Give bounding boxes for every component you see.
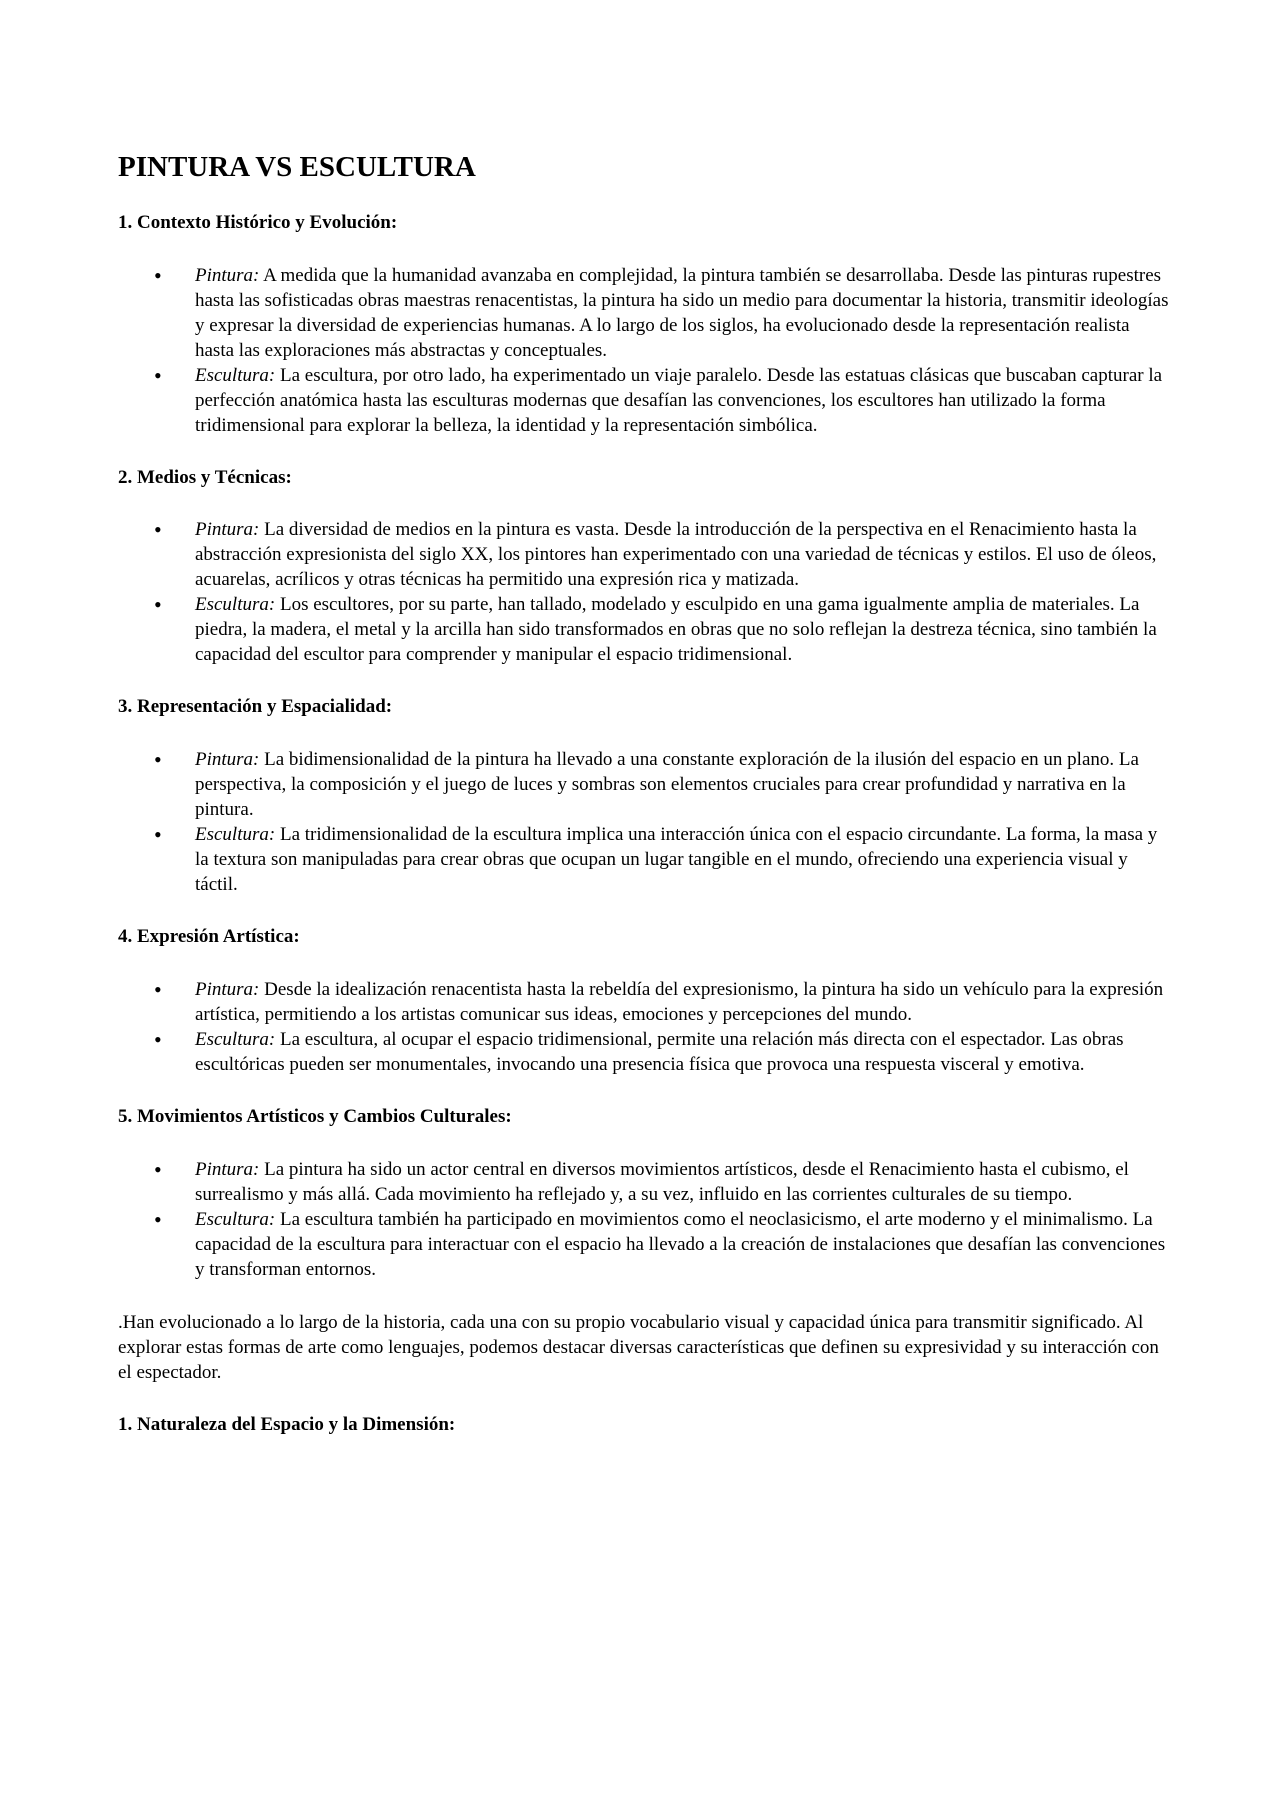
- list-item-sculpture: [118, 363, 1173, 438]
- item-term: Pintura:: [195, 519, 260, 541]
- section-list-media-techniques: [118, 517, 1173, 667]
- item-text: La tridimensionalidad de la escultura implica una interacción única con el espacio circundante. La forma, la masa y la textura son manipuladas para crear obras que ocupan un lugar tangible en el mundo, ofreciendo una experiencia visual y táctil.: [195, 824, 1158, 896]
- item-text: Los escultores, por su parte, han tallado, modelado y esculpido en una gama igualmente amplia de materiales. La piedra, la madera, el metal y la arcilla han sido transformados en obras que no solo reflejan la destreza técnica, sino también la capacidad del escultor para comprender y manipular el espacio tridimensional.: [195, 594, 1157, 666]
- list-item-sculpture: [118, 1207, 1173, 1282]
- item-text: La bidimensionalidad de la pintura ha llevado a una constante exploración de la ilusión del espacio en un plano. La perspectiva, la composición y el juego de luces y sombras son elementos cruciales para crear profundidad y narrativa en la pintura.: [195, 749, 1139, 821]
- list-item-sculpture: [118, 1027, 1173, 1077]
- list-item-painting: [118, 977, 1173, 1027]
- item-term: Pintura:: [195, 978, 260, 1000]
- item-text: La escultura, por otro lado, ha experimentado un viaje paralelo. Desde las estatuas clásicas que buscaban capturar la perfección anatómica hasta las esculturas modernas que desafían las convenciones, los escultores han utilizado la forma tridimensional para explorar la belleza, la identidad y la representación simbólica.: [195, 364, 1163, 436]
- section-list-historical-context: [118, 263, 1173, 438]
- section-heading-space-dimension: 1. Naturaleza del Espacio y la Dimensión:: [118, 1413, 456, 1435]
- item-term: Pintura:: [195, 749, 260, 771]
- item-term: Pintura:: [195, 1158, 260, 1180]
- list-item-painting: [118, 517, 1173, 592]
- list-item-sculpture: [118, 822, 1173, 897]
- item-text: La diversidad de medios en la pintura es vasta. Desde la introducción de la perspectiva en el Renacimiento hasta la abstracción expresionista del siglo XX, los pintores han experimentado con una variedad de técnicas y estilos. El uso de óleos, acuarelas, acrílicos y otras técnicas ha permitido una expresión rica y matizada.: [195, 519, 1157, 591]
- item-term: Escultura:: [195, 364, 276, 386]
- item-text: La escultura, al ocupar el espacio tridimensional, permite una relación más directa con el espectador. Las obras escultóricas pueden ser monumentales, invocando una presencia física que provoca una respuesta visceral y emotiva.: [195, 1028, 1124, 1075]
- item-text: A medida que la humanidad avanzaba en complejidad, la pintura también se desarrollaba. Desde las pinturas rupestres hasta las sofisticadas obras maestras renacentistas, la pintura ha sido un medio para documentar la historia, transmitir ideologías y expresar la diversidad de experiencias humanas. A lo largo de los siglos, ha evolucionado desde la representación realista hasta las exploraciones más abstractas y conceptuales.: [195, 264, 1169, 361]
- closing-paragraph: .Han evolucionado a lo largo de la historia, cada una con su propio vocabulario visual y capacidad única para transmitir significado. Al explorar estas formas de arte como lenguajes, podemos destacar diversas características que definen su expresividad y su interacción con el espectador.: [118, 1311, 1159, 1383]
- document-title: PINTURA VS ESCULTURA: [118, 151, 476, 183]
- section-list-art-movements: [118, 1157, 1173, 1282]
- document-page: [118, 150, 1173, 1464]
- item-term: Escultura:: [195, 1028, 276, 1050]
- section-heading-art-movements: 5. Movimientos Artísticos y Cambios Culturales:: [118, 1105, 512, 1127]
- section-heading-media-techniques: 2. Medios y Técnicas:: [118, 466, 292, 488]
- item-text: Desde la idealización renacentista hasta la rebeldía del expresionismo, la pintura ha sido un vehículo para la expresión artística, permitiendo a los artistas comunicar sus ideas, emociones y percepciones del mundo.: [195, 978, 1164, 1025]
- list-item-sculpture: [118, 592, 1173, 667]
- item-term: Pintura:: [195, 264, 260, 286]
- item-text: La pintura ha sido un actor central en diversos movimientos artísticos, desde el Renacimiento hasta el cubismo, el surrealismo y más allá. Cada movimiento ha reflejado y, a su vez, influido en las corrientes culturales de su tiempo.: [195, 1158, 1129, 1205]
- section-heading-representation: 3. Representación y Espacialidad:: [118, 696, 393, 718]
- item-term: Escultura:: [195, 824, 276, 846]
- list-item-painting: [118, 747, 1173, 822]
- item-text: La escultura también ha participado en movimientos como el neoclasicismo, el arte moderno y el minimalismo. La capacidad de la escultura para interactuar con el espacio ha llevado a la creación de instalaciones que desafían las convenciones y transforman entornos.: [195, 1208, 1166, 1280]
- item-term: Escultura:: [195, 1208, 276, 1230]
- section-heading-artistic-expression: 4. Expresión Artística:: [118, 926, 300, 948]
- item-term: Escultura:: [195, 594, 276, 616]
- section-heading-historical-context: 1. Contexto Histórico y Evolución:: [118, 211, 398, 233]
- list-item-painting: [118, 263, 1173, 363]
- section-list-representation: [118, 747, 1173, 897]
- section-list-artistic-expression: [118, 977, 1173, 1077]
- list-item-painting: [118, 1157, 1173, 1207]
